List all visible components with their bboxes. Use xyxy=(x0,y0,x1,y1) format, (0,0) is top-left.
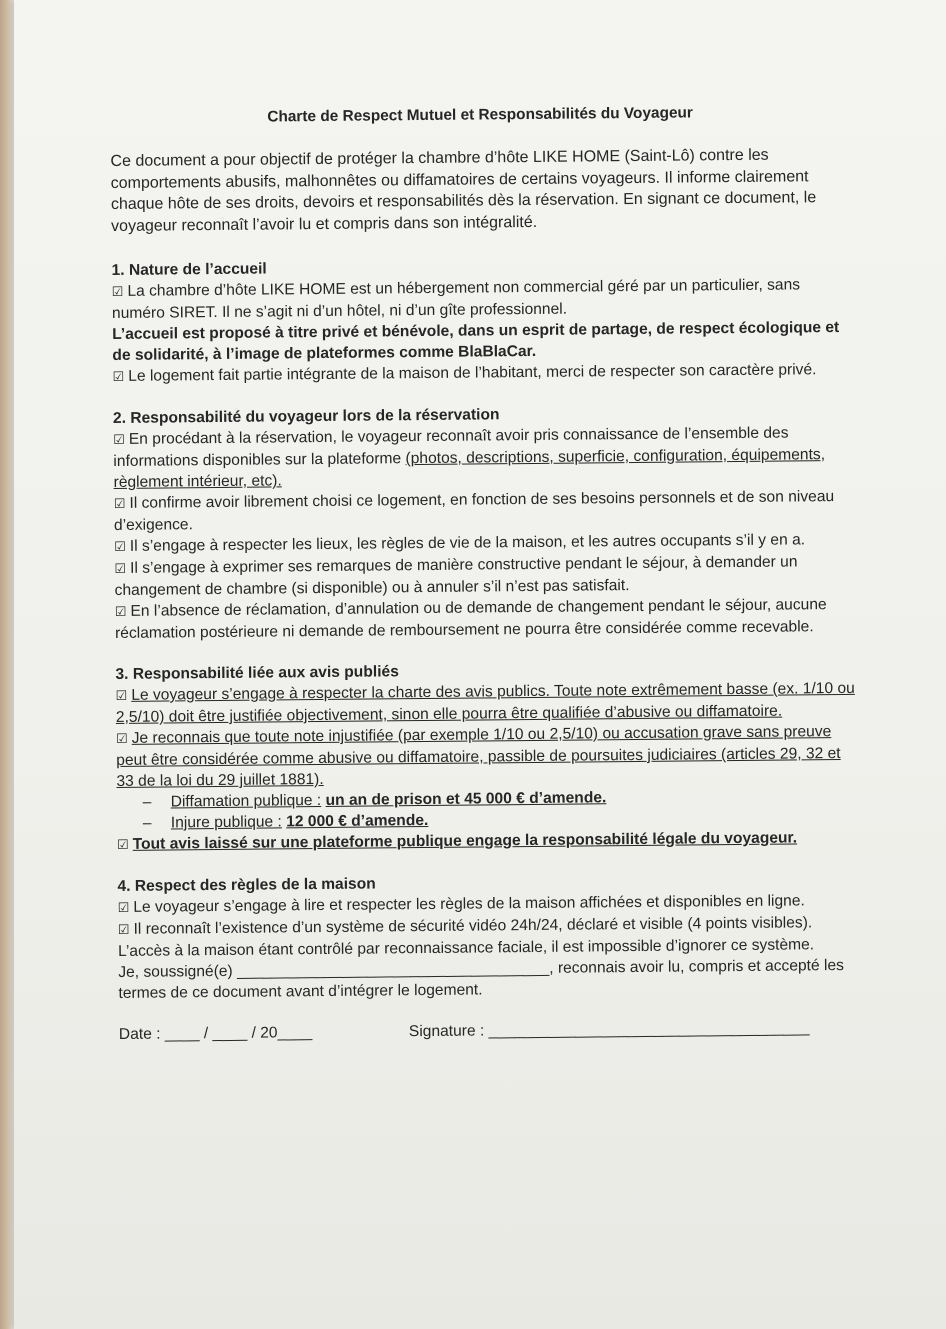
section-3-item-3-text: Tout avis laissé sur une plateforme publique engage la responsabilité légale du voyageur. xyxy=(132,829,798,853)
section-4-title: 4. Respect des règles de la maison xyxy=(117,875,376,895)
section-2-item-2 xyxy=(114,486,854,536)
section-3-item-2-text: Je reconnais que toute note injustifiée (par exemple 1/10 ou 2,5/10) ou accusation grave sans preuve peut être considérée comme abusive ou diffamatoire, passible de poursuites judiciaires (articles 29, 32 et 33 de la loi du 29 juillet 1881). xyxy=(116,723,841,790)
section-1-item-1 xyxy=(112,274,853,366)
penalty-insult-value: 12 000 € d’amende. xyxy=(286,811,429,831)
section-2 xyxy=(113,401,855,644)
checkbox-icon: ☑ xyxy=(117,922,130,938)
section-3-item-2 xyxy=(116,721,857,792)
checkbox-icon: ☑ xyxy=(117,837,129,853)
section-4-item-2-text: Il reconnaît l’existence d’un système de sécurité vidéo 24h/24, déclaré et visible (4 points visibles). L’accès à la maison étant contrôlé par reconnaissance faciale, il est impossible d’ignorer ce système. xyxy=(118,914,815,960)
section-3-item-1 xyxy=(116,678,856,728)
section-1-item-1-bold: L’accueil est proposé à titre privé et bénévole, dans un esprit de partage, de respect écologique et de solidarité, à l’image de plateformes comme BlaBlaCar. xyxy=(112,319,840,364)
checkbox-icon: ☑ xyxy=(112,369,125,385)
checkbox-icon: ☑ xyxy=(113,432,125,448)
checkbox-icon: ☑ xyxy=(117,900,130,916)
section-1-item-1-text: La chambre d’hôte LIKE HOME est un hébergement non commercial géré par un particulier, sans numéro SIRET. Il ne s’agit ni d’un hôtel, ni d’un gîte professionnel. xyxy=(111,276,801,322)
section-2-item-1-underlined: (photos, descriptions, superficie, configuration, équipements, règlement intérieur, etc). xyxy=(113,446,826,491)
section-2-title: 2. Responsabilité du voyageur lors de la réservation xyxy=(112,406,500,427)
checkbox-icon: ☑ xyxy=(114,561,127,577)
section-2-item-4-text: Il s’engage à exprimer ses remarques de manière constructive pendant le séjour, à demander un changement de chambre (si disponible) ou à annuler s’il n’est pas satisfait. xyxy=(114,553,798,599)
penalty-defamation-label: Diffamation publique : xyxy=(170,792,322,811)
dash-marker: – xyxy=(142,814,152,832)
document-content xyxy=(110,101,859,1045)
section-4-item-2 xyxy=(118,912,858,962)
signature-footer xyxy=(119,1017,859,1045)
penalty-insult-label: Injure publique : xyxy=(170,813,282,832)
section-2-item-5 xyxy=(115,594,855,644)
dash-marker: – xyxy=(142,793,152,811)
section-2-item-4 xyxy=(114,551,854,601)
checkbox-icon: ☑ xyxy=(111,284,124,300)
document-title: Charte de Respect Mutuel et Responsabilités du Voyageur xyxy=(267,104,693,126)
penalty-defamation-value: un an de prison et 45 000 € d’amende. xyxy=(325,789,607,809)
section-2-item-1-text: En procédant à la réservation, le voyageur reconnaît avoir pris connaissance de l’ensemble des informations disponibles sur la plateforme xyxy=(113,424,789,470)
section-2-item-3-text: Il s’engage à respecter les lieux, les règles de vie de la maison, et les autres occupants s’il y en a. xyxy=(129,531,806,555)
section-3 xyxy=(115,657,857,856)
checkbox-icon: ☑ xyxy=(114,539,126,555)
intro-paragraph: Ce document a pour objectif de protéger la chambre d’hôte LIKE HOME (Saint-Lô) contre les comportements abusifs, malhonnêtes ou diffamatoires de certains voyageurs. Il informe clairement chaque hôte de ses droits, devoirs et responsabilités dès la réservation. En signant ce document, le voyageur reconnaît l’avoir lu et compris dans son intégralité. xyxy=(110,146,817,235)
section-1 xyxy=(111,253,852,388)
checkbox-icon: ☑ xyxy=(114,604,127,620)
checkbox-icon: ☑ xyxy=(113,496,126,512)
signature-field: Signature : _____________________________________ xyxy=(408,1019,810,1041)
section-2-item-2-text: Il confirme avoir librement choisi ce logement, en fonction de ses besoins personnels et de son niveau d’exigence. xyxy=(113,488,835,534)
date-field: Date : ____ / ____ / 20____ xyxy=(118,1024,313,1043)
section-2-item-1 xyxy=(113,422,854,493)
checkbox-icon: ☑ xyxy=(115,688,128,704)
document-page xyxy=(14,0,946,1329)
section-1-title: 1. Nature de l’accueil xyxy=(111,260,267,279)
section-4 xyxy=(117,869,858,1004)
section-2-item-5-text: En l’absence de réclamation, d’annulation ou de demande de changement pendant le séjour, aucune réclamation postérieure ni demande de remboursement ne pourra être considérée comme recevable. xyxy=(114,596,827,642)
section-3-item-1-text: Le voyageur s’engage à respecter la charte des avis publics. Toute note extrêmement basse (ex. 1/10 ou 2,5/10) doit être justifiée objectivement, sinon elle pourra être qualifiée d’abusive ou diffamatoire. xyxy=(115,679,855,726)
checkbox-icon: ☑ xyxy=(115,731,128,747)
section-3-title: 3. Responsabilité liée aux avis publiés xyxy=(115,663,399,683)
section-4-item-1-text: Le voyageur s’engage à lire et respecter les règles de la maison affichées et disponibles en ligne. xyxy=(133,892,805,916)
section-1-item-2-text: Le logement fait partie intégrante de la maison de l’habitant, merci de respecter son caractère privé. xyxy=(128,361,817,385)
acknowledgement-statement: Je, soussigné(e) ____________________________________, reconnais avoir lu, compris et accepté les termes de ce document avant d’intégrer le logement. xyxy=(118,956,844,1002)
